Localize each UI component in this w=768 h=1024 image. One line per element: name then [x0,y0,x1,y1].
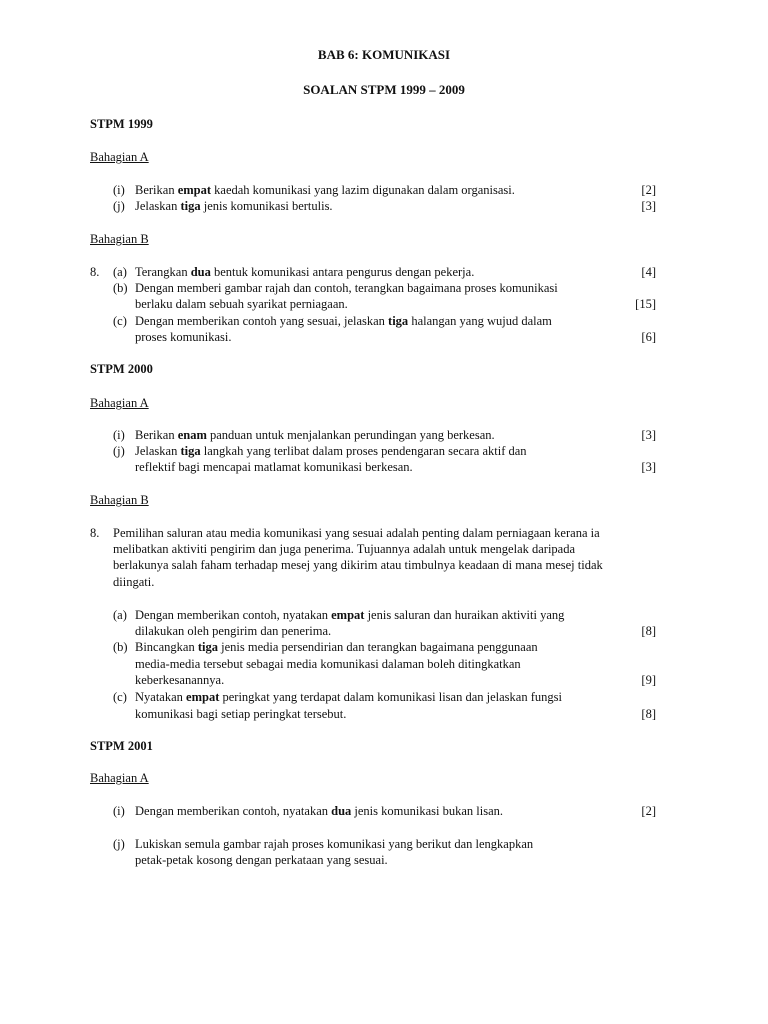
question-text: Berikan empat kaedah komunikasi yang lazim digunakan dalam organisasi. [135,183,515,197]
section-year-2001: STPM 2001 [90,739,153,753]
question-stem: melibatkan aktiviti pengirim dan juga penerima. Tujuannya adalah untuk mengelak daripada [113,542,576,556]
question-text: Jelaskan tiga jenis komunikasi bertulis. [135,199,333,213]
mark: [15] [635,297,656,311]
mark: [3] [641,428,656,442]
mark: [3] [641,199,656,213]
item-label: (j) [113,199,125,213]
section-year-1999: STPM 1999 [90,117,153,131]
question-text: berlaku dalam sebuah syarikat perniagaan. [135,297,348,311]
item-label: (c) [113,690,127,704]
question-text: petak-petak kosong dengan perkataan yang sesuai. [135,853,388,867]
mark: [9] [641,673,656,687]
question-stem: Pemilihan saluran atau media komunikasi yang sesuai adalah penting dalam perniagaan kerana ia [113,526,600,540]
mark: [8] [641,624,656,638]
item-label: (a) [113,265,127,279]
item-label: (b) [113,640,128,654]
item-label: (i) [113,804,125,818]
question-stem: berlakunya salah faham terhadap mesej yang dikirim atau timbulnya keadaan di mana mesej tidak [113,558,603,572]
question-text: Dengan memberikan contoh yang sesuai, jelaskan tiga halangan yang wujud dalam [135,314,552,328]
item-label: (j) [113,444,125,458]
question-text: media-media tersebut sebagai media komunikasi dalaman boleh ditingkatkan [135,657,521,671]
mark: [2] [641,804,656,818]
item-label: (a) [113,608,127,622]
item-label: (j) [113,837,125,851]
mark: [2] [641,183,656,197]
item-label: (i) [113,183,125,197]
section-year-2000: STPM 2000 [90,362,153,376]
question-text: dilakukan oleh pengirim dan penerima. [135,624,332,638]
question-text: Lukiskan semula gambar rajah proses komunikasi yang berikut dan lengkapkan [135,837,534,851]
mark: [8] [641,707,656,721]
question-text: Bincangkan tiga jenis media persendirian dan terangkan bagaimana penggunaan [135,640,538,654]
item-label: (c) [113,314,127,328]
question-text: Berikan enam panduan untuk menjalankan perundingan yang berkesan. [135,428,495,442]
mark: [3] [641,460,656,474]
question-text: proses komunikasi. [135,330,232,344]
item-label: (b) [113,281,128,295]
question-number: 8. [90,526,100,540]
part-a-heading-1999: Bahagian A [90,150,149,164]
question-text: Terangkan dua bentuk komunikasi antara pengurus dengan pekerja. [135,265,475,279]
question-text: reflektif bagi mencapai matlamat komunikasi berkesan. [135,460,413,474]
question-text: Dengan memberi gambar rajah dan contoh, terangkan bagaimana proses komunikasi [135,281,558,295]
question-stem: diingati. [113,575,155,589]
page-subtitle: SOALAN STPM 1999 – 2009 [303,82,465,97]
part-a-heading-2000: Bahagian A [90,396,149,410]
question-text: Dengan memberikan contoh, nyatakan empat jenis saluran dan huraikan aktiviti yang [135,608,565,622]
part-b-heading-1999: Bahagian B [90,232,149,246]
mark: [4] [641,265,656,279]
page-title: BAB 6: KOMUNIKASI [317,47,451,62]
question-number: 8. [90,265,100,279]
part-b-heading-2000: Bahagian B [90,493,149,507]
question-text: komunikasi bagi setiap peringkat tersebut. [135,707,347,721]
part-a-heading-2001: Bahagian A [90,771,149,785]
question-text: Jelaskan tiga langkah yang terlibat dalam proses pendengaran secara aktif dan [135,444,527,458]
mark: [6] [641,330,656,344]
question-text: Dengan memberikan contoh, nyatakan dua jenis komunikasi bukan lisan. [135,804,504,818]
item-label: (i) [113,428,125,442]
question-text: Nyatakan empat peringkat yang terdapat dalam komunikasi lisan dan jelaskan fungsi [135,690,562,704]
question-text: keberkesanannya. [135,673,225,687]
